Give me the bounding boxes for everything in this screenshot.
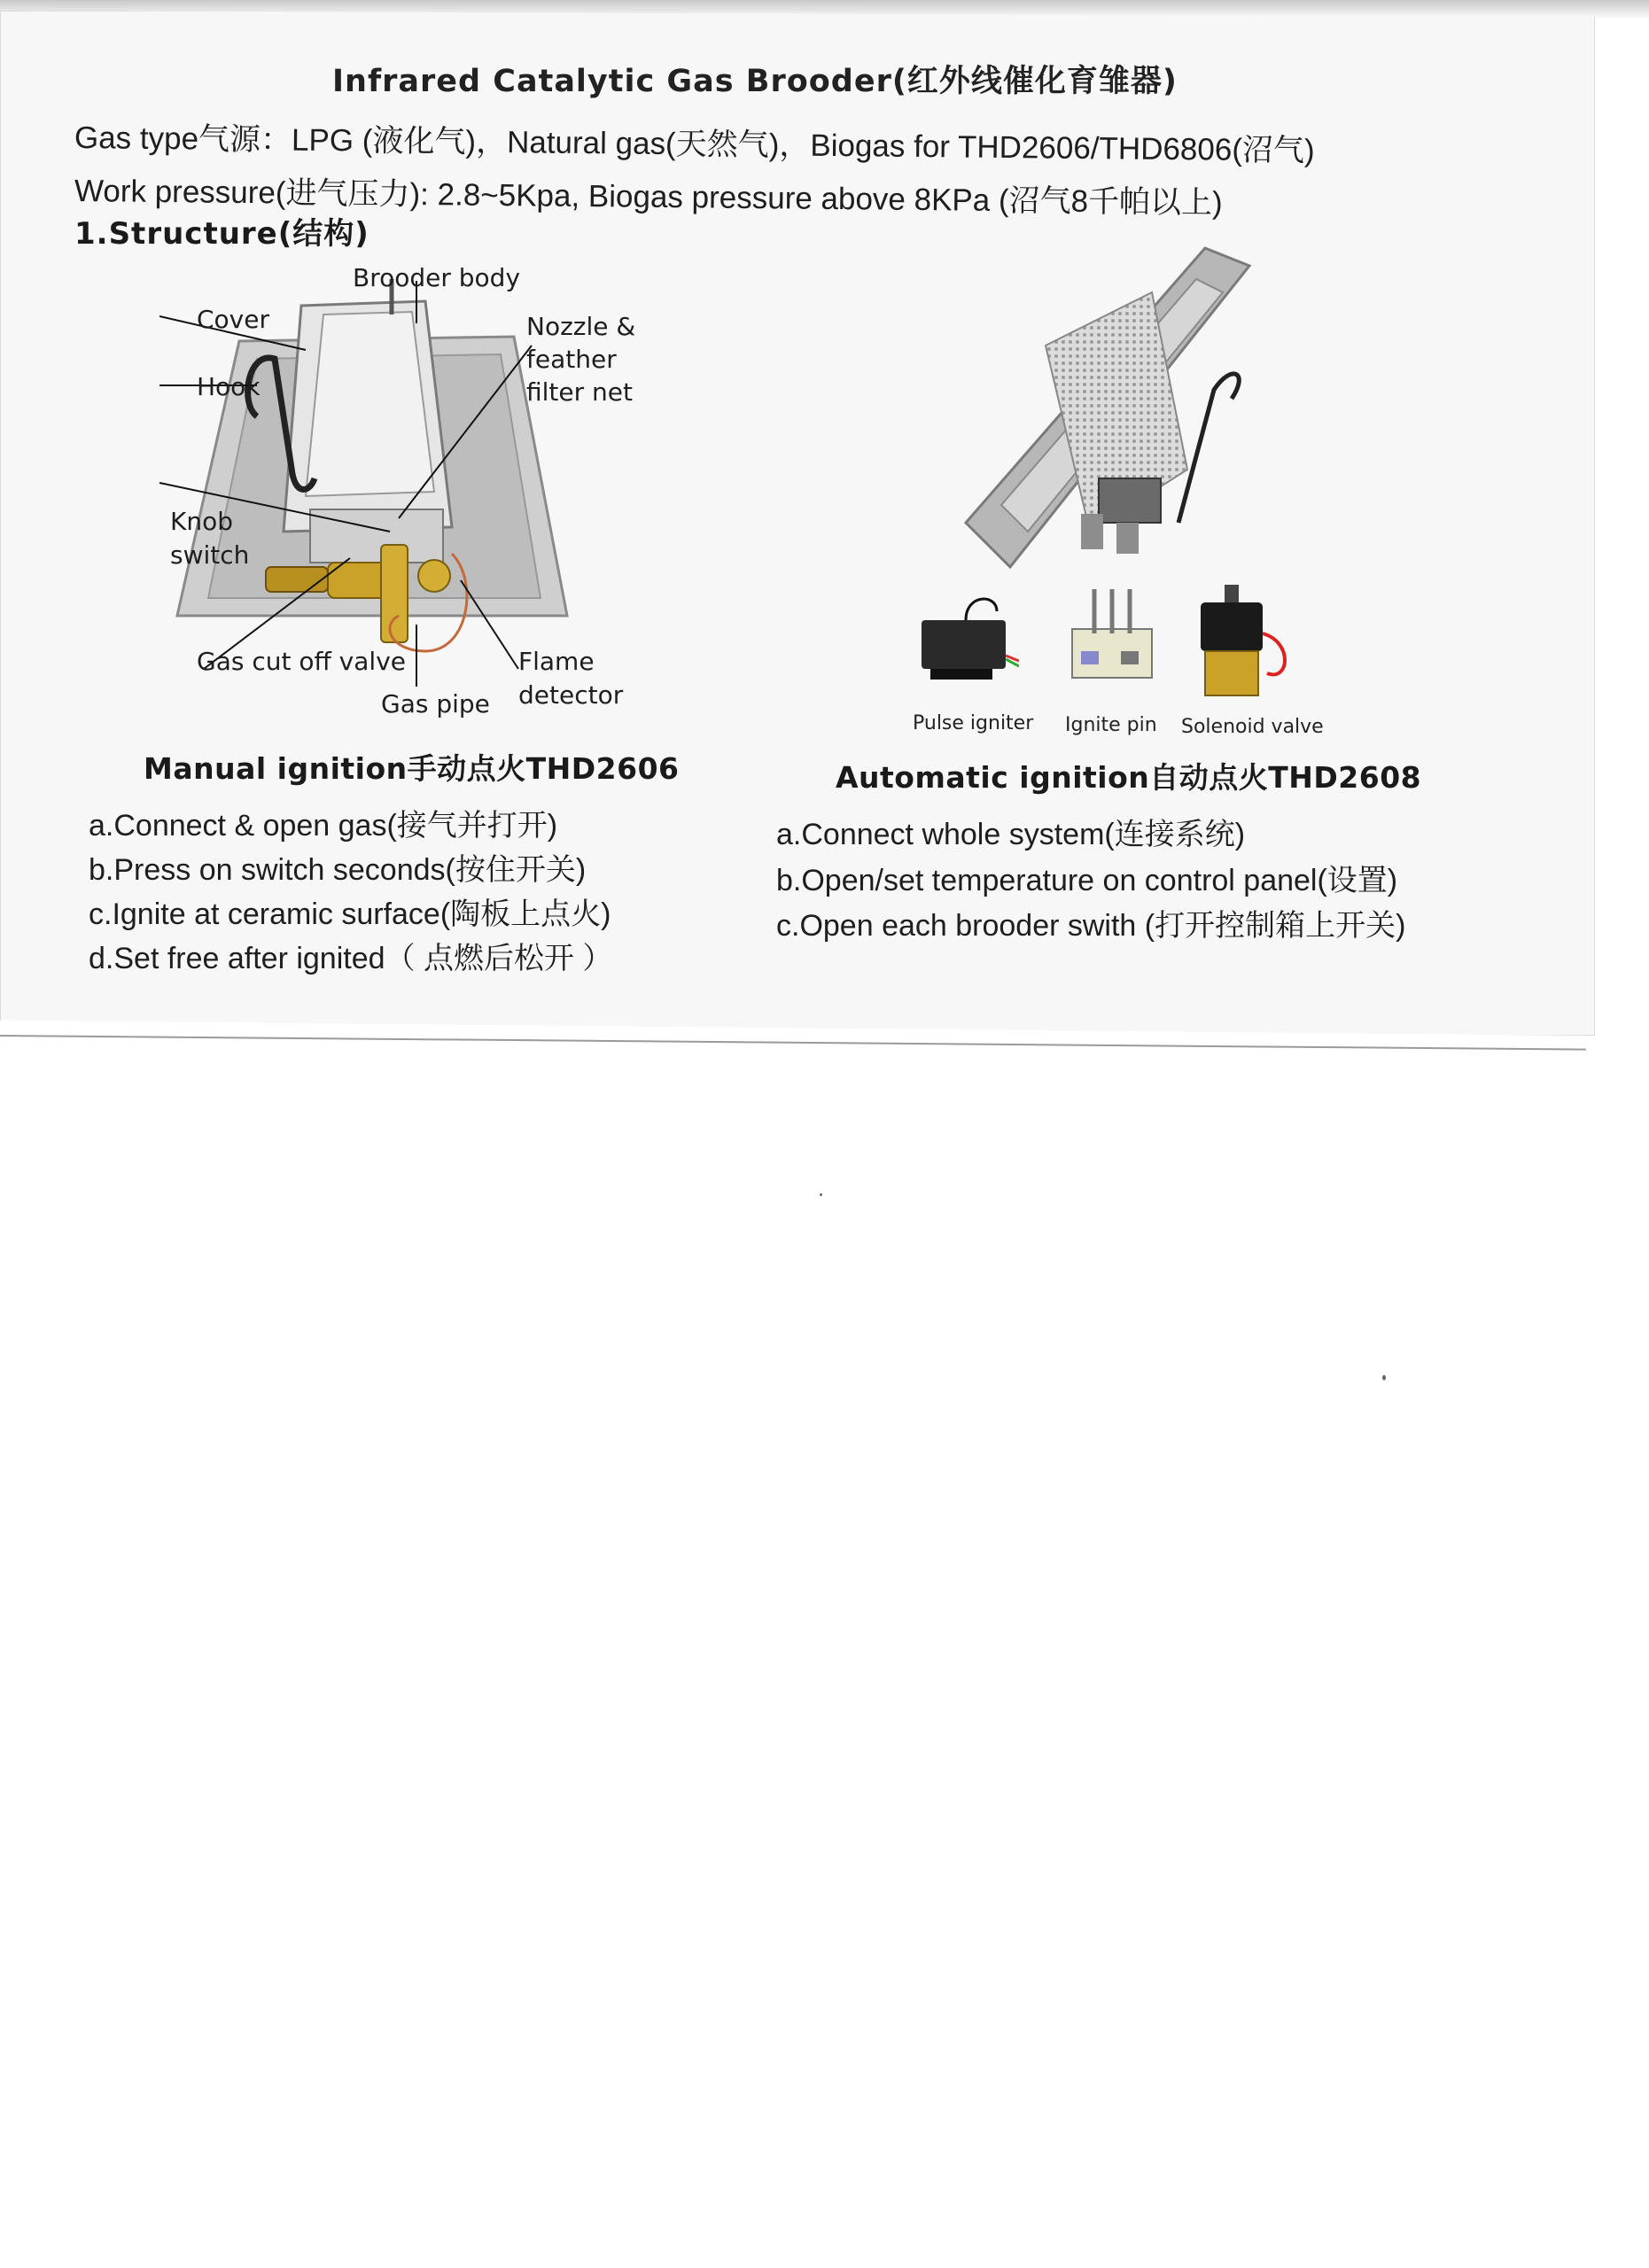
- label-cover: Cover: [197, 305, 269, 334]
- manual-step-b: b.Press on switch seconds(按住开关): [89, 853, 587, 887]
- caption-solenoid-valve: Solenoid valve: [1181, 716, 1324, 738]
- ignite-pin-photo: [1063, 585, 1161, 700]
- pulse-igniter-photo: [913, 585, 1019, 700]
- label-gas-cut-off-valve: Gas cut off valve: [197, 647, 406, 676]
- automatic-step-b: b.Open/set temperature on control panel(设置): [776, 864, 1398, 897]
- gas-type-line: Gas type气源：LPG (液化气)，Natural gas(天然气)，Biogas for THD2606/THD6806(沼气): [74, 120, 1315, 168]
- structure-heading: 1.Structure(结构): [74, 216, 369, 252]
- work-pressure-line: Work pressure(进气压力): 2.8~5Kpa, Biogas pressure above 8KPa (沼气8千帕以上): [74, 174, 1223, 221]
- label-nozzle-line3: filter net: [526, 377, 633, 407]
- scan-speck: [1382, 1375, 1386, 1380]
- label-gas-pipe: Gas pipe: [381, 689, 490, 718]
- automatic-step-c: c.Open each brooder swith (打开控制箱上开关): [776, 909, 1406, 943]
- manual-ignition-heading: Manual ignition手动点火THD2606: [144, 751, 680, 786]
- scan-speck: [820, 1193, 822, 1196]
- automatic-brooder-photo: [939, 239, 1276, 576]
- label-knob-line1: Knob: [170, 507, 234, 536]
- document-title: Infrared Catalytic Gas Brooder(红外线催化育雏器): [332, 64, 1178, 99]
- label-nozzle-line2: feather: [526, 345, 617, 374]
- label-nozzle-line1: Nozzle &: [526, 312, 636, 341]
- label-hook: Hook: [197, 372, 261, 401]
- caption-ignite-pin: Ignite pin: [1065, 714, 1157, 736]
- label-flame-line2: detector: [518, 680, 624, 710]
- label-knob-line2: switch: [170, 540, 250, 570]
- sheet-edge-line: [0, 1035, 1586, 1051]
- manual-step-c: c.Ignite at ceramic surface(陶板上点火): [89, 897, 611, 931]
- label-brooder-body: Brooder body: [353, 263, 521, 292]
- caption-pulse-igniter: Pulse igniter: [913, 712, 1034, 734]
- automatic-step-a: a.Connect whole system(连接系统): [776, 818, 1246, 851]
- label-flame-line1: Flame: [518, 647, 595, 676]
- manual-step-d: d.Set free after ignited（ 点燃后松开 ）: [89, 942, 613, 975]
- manual-step-a: a.Connect & open gas(接气并打开): [89, 809, 558, 843]
- solenoid-valve-photo: [1187, 580, 1303, 704]
- automatic-ignition-heading: Automatic ignition自动点火THD2608: [836, 760, 1422, 795]
